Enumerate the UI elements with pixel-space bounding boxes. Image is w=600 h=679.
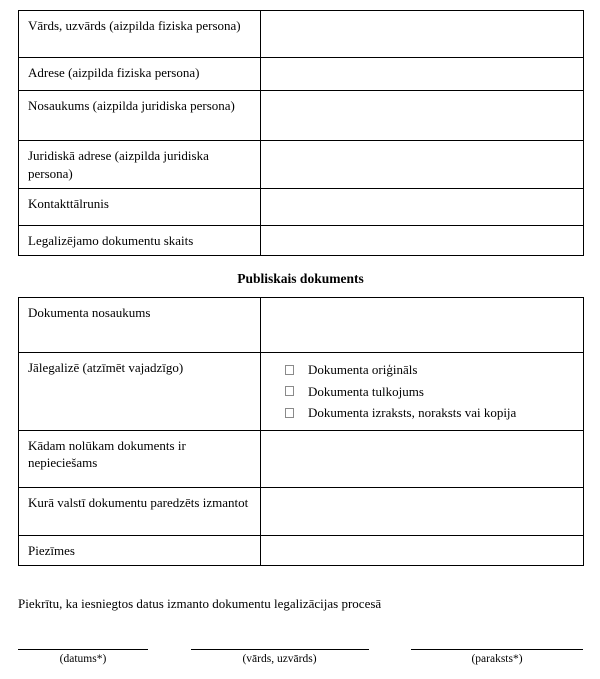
field-label: Kurā valstī dokumentu paredzēts izmantot bbox=[19, 487, 261, 535]
field-label: Kādam nolūkam dokuments ir nepieciešams bbox=[19, 430, 261, 487]
field-label: Nosaukums (aizpilda juridiska persona) bbox=[19, 91, 261, 141]
document-table bbox=[18, 297, 584, 566]
field-label: Juridiskā adrese (aizpilda juridiska persona) bbox=[19, 141, 261, 189]
field-value-input[interactable] bbox=[261, 11, 584, 58]
signature-label: (paraksts*) bbox=[471, 652, 523, 665]
checkbox-icon[interactable] bbox=[285, 365, 294, 375]
section-title: Publiskais dokuments bbox=[237, 271, 364, 286]
signature-line[interactable] bbox=[191, 649, 369, 650]
field-value-input[interactable] bbox=[261, 430, 584, 487]
signature-label: (vārds, uzvārds) bbox=[242, 652, 317, 665]
table-row bbox=[19, 535, 584, 565]
table-row bbox=[19, 11, 584, 58]
field-value-input[interactable] bbox=[261, 487, 584, 535]
field-label: Kontakttālrunis bbox=[19, 189, 261, 226]
field-value-input[interactable] bbox=[261, 141, 584, 189]
checkbox-label: Dokumenta tulkojums bbox=[308, 383, 424, 399]
field-label: Vārds, uzvārds (aizpilda fiziska persona) bbox=[19, 11, 261, 58]
checkbox-option-translation[interactable] bbox=[285, 383, 575, 401]
field-label: Piezīmes bbox=[19, 535, 261, 565]
field-value-input[interactable] bbox=[261, 189, 584, 226]
checkbox-label: Dokumenta oriģināls bbox=[308, 362, 418, 377]
consent-text: Piekrītu, ka iesniegtos datus izmanto dokumentu legalizācijas procesā bbox=[18, 595, 382, 611]
signature-line[interactable] bbox=[18, 649, 148, 650]
signature-field-name bbox=[191, 649, 369, 665]
applicant-table bbox=[18, 10, 584, 256]
table-row bbox=[19, 226, 584, 256]
table-row bbox=[19, 141, 584, 189]
signature-line[interactable] bbox=[411, 649, 583, 650]
checkbox-option-original[interactable] bbox=[285, 361, 575, 379]
checkbox-label: Dokumenta izraksts, noraksts vai kopija bbox=[308, 405, 517, 421]
table-row bbox=[19, 353, 584, 431]
field-label: Jālegalizē (atzīmēt vajadzīgo) bbox=[19, 353, 261, 431]
table-row bbox=[19, 487, 584, 535]
table-row bbox=[19, 58, 584, 91]
field-value-input[interactable] bbox=[261, 91, 584, 141]
checkbox-group bbox=[261, 353, 584, 431]
field-value-input[interactable] bbox=[261, 535, 584, 565]
signature-field-date bbox=[18, 649, 148, 665]
signature-field-signature bbox=[411, 649, 583, 665]
checkbox-option-extract-copy[interactable] bbox=[285, 404, 575, 422]
field-value-input[interactable] bbox=[261, 298, 584, 353]
checkbox-icon[interactable] bbox=[285, 386, 294, 396]
signature-section bbox=[18, 649, 583, 665]
field-label: Dokumenta nosaukums bbox=[19, 298, 261, 353]
field-value-input[interactable] bbox=[261, 226, 584, 256]
field-label: Adrese (aizpilda fiziska persona) bbox=[19, 58, 261, 91]
table-row bbox=[19, 189, 584, 226]
table-row bbox=[19, 298, 584, 353]
signature-label: (datums*) bbox=[59, 652, 107, 665]
checkbox-icon[interactable] bbox=[285, 408, 294, 418]
table-row bbox=[19, 91, 584, 141]
table-row bbox=[19, 430, 584, 487]
field-value-input[interactable] bbox=[261, 58, 584, 91]
field-label: Legalizējamo dokumentu skaits bbox=[19, 226, 261, 256]
